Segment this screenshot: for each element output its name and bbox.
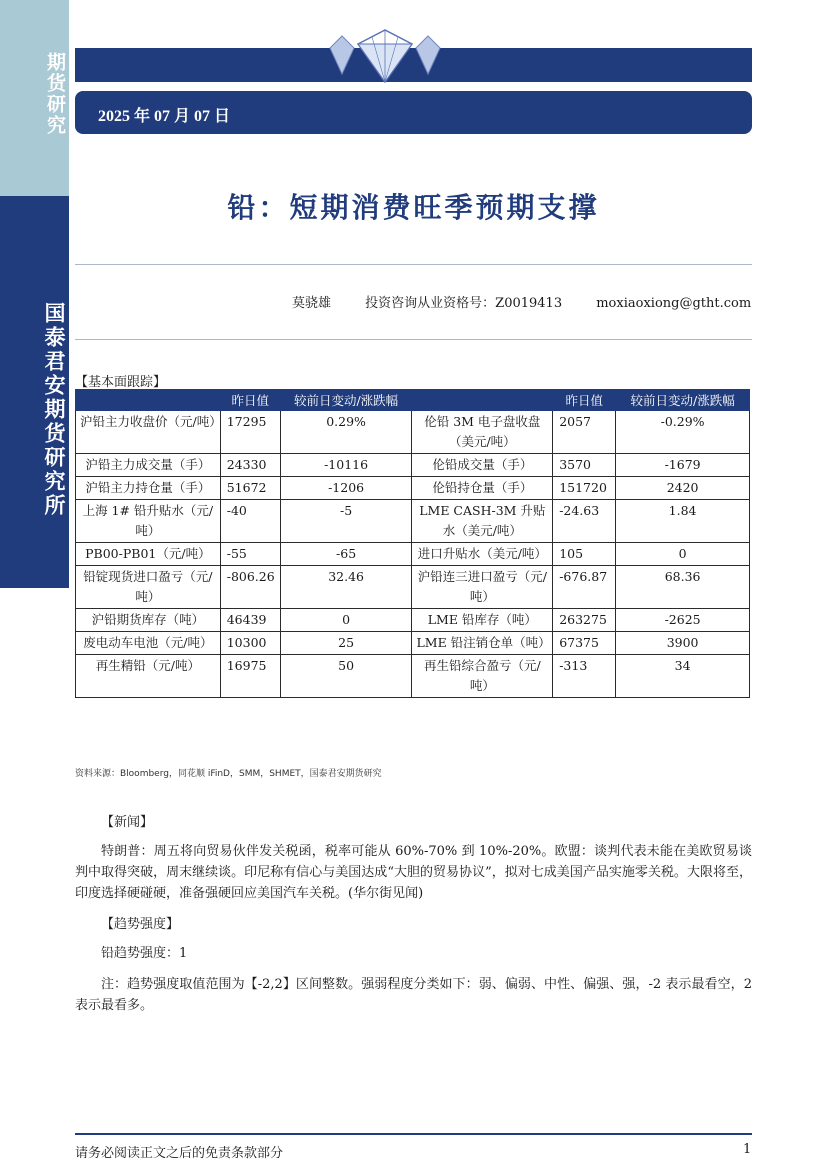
table-cell: 46439 [220,609,280,632]
report-title: 铅：短期消费旺季预期支撑 [227,191,600,224]
table-cell: -65 [280,543,412,566]
report-date: 2025 年 07 月 07 日 [98,108,231,125]
table-row [76,454,750,477]
table-row [76,477,750,500]
table-cell: 24330 [220,454,280,477]
table-cell: -0.29% [616,411,750,454]
author-email[interactable]: moxiaoxiong@gtht.com [596,296,752,311]
trend-value: 铅趋势强度：1 [101,946,188,961]
table-cell: 铅锭现货进口盈亏（元/吨） [76,566,221,609]
table-cell: 34 [616,655,750,698]
left-sidebar [0,0,69,1169]
author-line [292,292,751,311]
table-cell: 伦铅成交量（手） [412,454,553,477]
table-cell: -313 [553,655,616,698]
table-cell: -806.26 [220,566,280,609]
table-row [76,411,750,454]
table-cell: -1206 [280,477,412,500]
table-cell: 2057 [553,411,616,454]
table-row [76,543,750,566]
table-row [76,632,750,655]
table-cell: 再生精铅（元/吨） [76,655,221,698]
table-cell: 伦铅 3M 电子盘收盘（美元/吨） [412,411,553,454]
table-cell: -2625 [616,609,750,632]
table-cell: -5 [280,500,412,543]
table-row [76,609,750,632]
column-header: 昨日值 [220,390,280,411]
table-cell: 进口升贴水（美元/吨） [412,543,553,566]
table-cell: 1.84 [616,500,750,543]
table-row [76,655,750,698]
table-cell: 25 [280,632,412,655]
table-cell: 沪铅主力收盘价（元/吨） [76,411,221,454]
table-cell: 0 [616,543,750,566]
fundamentals-table [75,389,750,698]
news-heading: 【新闻】 [101,815,154,830]
table-cell: -10116 [280,454,412,477]
table-cell: -1679 [616,454,750,477]
table-cell: 32.46 [280,566,412,609]
column-header: 昨日值 [553,390,616,411]
table-cell: 0 [280,609,412,632]
divider [75,339,752,340]
column-header [412,390,553,411]
author-license: 投资咨询从业资格号：Z0019413 [365,296,563,311]
table-cell: 67375 [553,632,616,655]
table-cell: 伦铅持仓量（手） [412,477,553,500]
table-cell: 16975 [220,655,280,698]
table-cell: 2420 [616,477,750,500]
table-cell: -24.63 [553,500,616,543]
table-cell: -676.87 [553,566,616,609]
data-source-note: 资料来源：Bloomberg，同花顺 iFinD，SMM，SHMET，国泰君安期货研究 [75,769,382,779]
sidebar-category-label: 期货研究 [44,52,66,136]
table-cell: 10300 [220,632,280,655]
trend-heading: 【趋势强度】 [101,917,180,932]
table-cell: 沪铅主力成交量（手） [76,454,221,477]
table-cell: LME 铅库存（吨） [412,609,553,632]
table-cell: 151720 [553,477,616,500]
table-cell: 再生铅综合盈亏（元/吨） [412,655,553,698]
table-cell: 沪铅主力持仓量（手） [76,477,221,500]
table-cell: 50 [280,655,412,698]
disclaimer-notice: 请务必阅读正文之后的免责条款部分 [75,1146,284,1161]
table-cell: 废电动车电池（元/吨） [76,632,221,655]
column-header: 较前日变动/涨跌幅 [616,390,750,411]
table-cell: 17295 [220,411,280,454]
table-cell: 3570 [553,454,616,477]
table-cell: 68.36 [616,566,750,609]
divider [75,264,752,265]
table-row [76,566,750,609]
table-cell: 0.29% [280,411,412,454]
column-header: 较前日变动/涨跌幅 [280,390,412,411]
table-row [76,500,750,543]
author-name: 莫骁雄 [292,296,332,311]
table-header-row [76,390,750,411]
table-cell: -40 [220,500,280,543]
table-cell: 沪铅连三进口盈亏（元/吨） [412,566,553,609]
table-cell: PB00-PB01（元/吨） [76,543,221,566]
table-cell: 3900 [616,632,750,655]
trend-note: 注：趋势强度取值范围为【-2,2】区间整数。强弱程度分类如下：弱、偏弱、中性、偏强、强，-2 表示最看空，2 表示最看多。 [75,977,752,1013]
fundamentals-heading: 【基本面跟踪】 [75,375,167,390]
column-header [76,390,221,411]
table-cell: LME CASH-3M 升贴水（美元/吨） [412,500,553,543]
table-cell: 51672 [220,477,280,500]
table-cell: 263275 [553,609,616,632]
table-cell: 上海 1# 铅升贴水（元/吨） [76,500,221,543]
table-cell: -55 [220,543,280,566]
table-cell: LME 铅注销仓单（吨） [412,632,553,655]
table-cell: 沪铅期货库存（吨） [76,609,221,632]
sidebar-institute-label: 国泰君安期货研究所 [42,302,66,518]
page-number: 1 [743,1142,752,1157]
diamond-logo-icon [320,28,450,84]
footer-divider [75,1133,752,1135]
table-cell: 105 [553,543,616,566]
news-paragraph: 特朗普：周五将向贸易伙伴发关税函，税率可能从 60%-70% 到 10%-20%。欧盟：谈判代表未能在美欧贸易谈判中取得突破，周末继续谈。印尼称有信心与美国达成“大胆的贸易协议”，拟对七成美国产品实施零关税。大限将至，印度选择硬碰硬，准备强硬回应美国汽车关税。(华尔街见闻) [75,844,752,901]
